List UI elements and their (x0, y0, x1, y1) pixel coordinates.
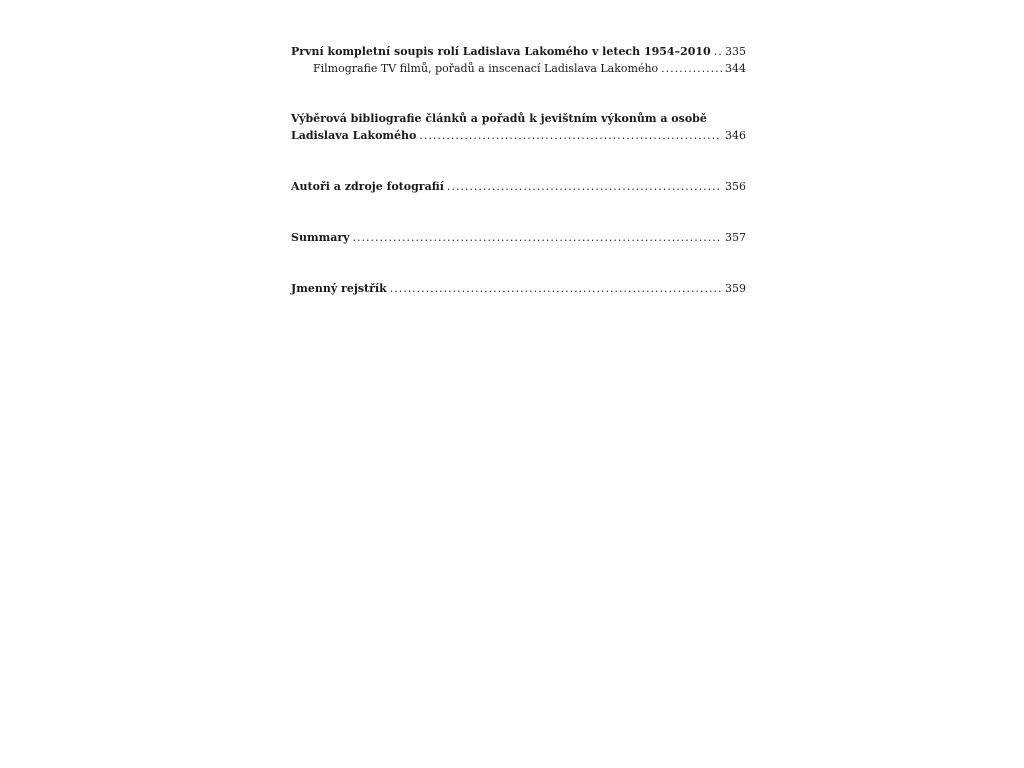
toc-line-first (291, 110, 746, 127)
toc-entry-title: Jmenný rejstřík (291, 282, 387, 295)
toc-entry-photo-sources (291, 178, 746, 195)
toc-entry-page: 359 (725, 282, 746, 295)
toc-line (313, 60, 746, 77)
toc-entry-title-line1: Výběrová bibliografie článků a pořadů k jevištním výkonům a osobě (291, 112, 707, 125)
toc-entry-title: Filmografie TV filmů, pořadů a inscenací Ladislava Lakomého (313, 62, 659, 75)
toc-entry-page: 346 (725, 129, 746, 142)
toc-entry-filmography (291, 60, 746, 77)
toc-entry-page: 357 (725, 231, 746, 244)
toc-entry-name-index (291, 280, 746, 297)
toc-entry-title: První kompletní soupis rolí Ladislava Lakomého v letech 1954–2010 (291, 45, 711, 58)
toc-entry-title: Summary (291, 231, 350, 244)
toc-entry-title: Autoři a zdroje fotografií (291, 180, 444, 193)
toc-line (291, 43, 746, 60)
toc-entry-role-list (291, 43, 746, 60)
toc-entry-summary (291, 229, 746, 246)
toc-line (291, 280, 746, 297)
toc-line (291, 229, 746, 246)
toc-line (291, 127, 746, 144)
toc-entry-page: 344 (725, 62, 746, 75)
dot-leader (353, 229, 722, 246)
dot-leader (714, 43, 722, 60)
toc-entry-page: 335 (725, 45, 746, 58)
toc-entry-page: 356 (725, 180, 746, 193)
dot-leader (419, 127, 722, 144)
dot-leader (447, 178, 722, 195)
dot-leader (390, 280, 722, 297)
toc-entry-title-line2: Ladislava Lakomého (291, 129, 417, 142)
toc-line (291, 178, 746, 195)
dot-leader (661, 60, 722, 77)
table-of-contents (291, 43, 746, 297)
toc-entry-bibliography (291, 110, 746, 144)
